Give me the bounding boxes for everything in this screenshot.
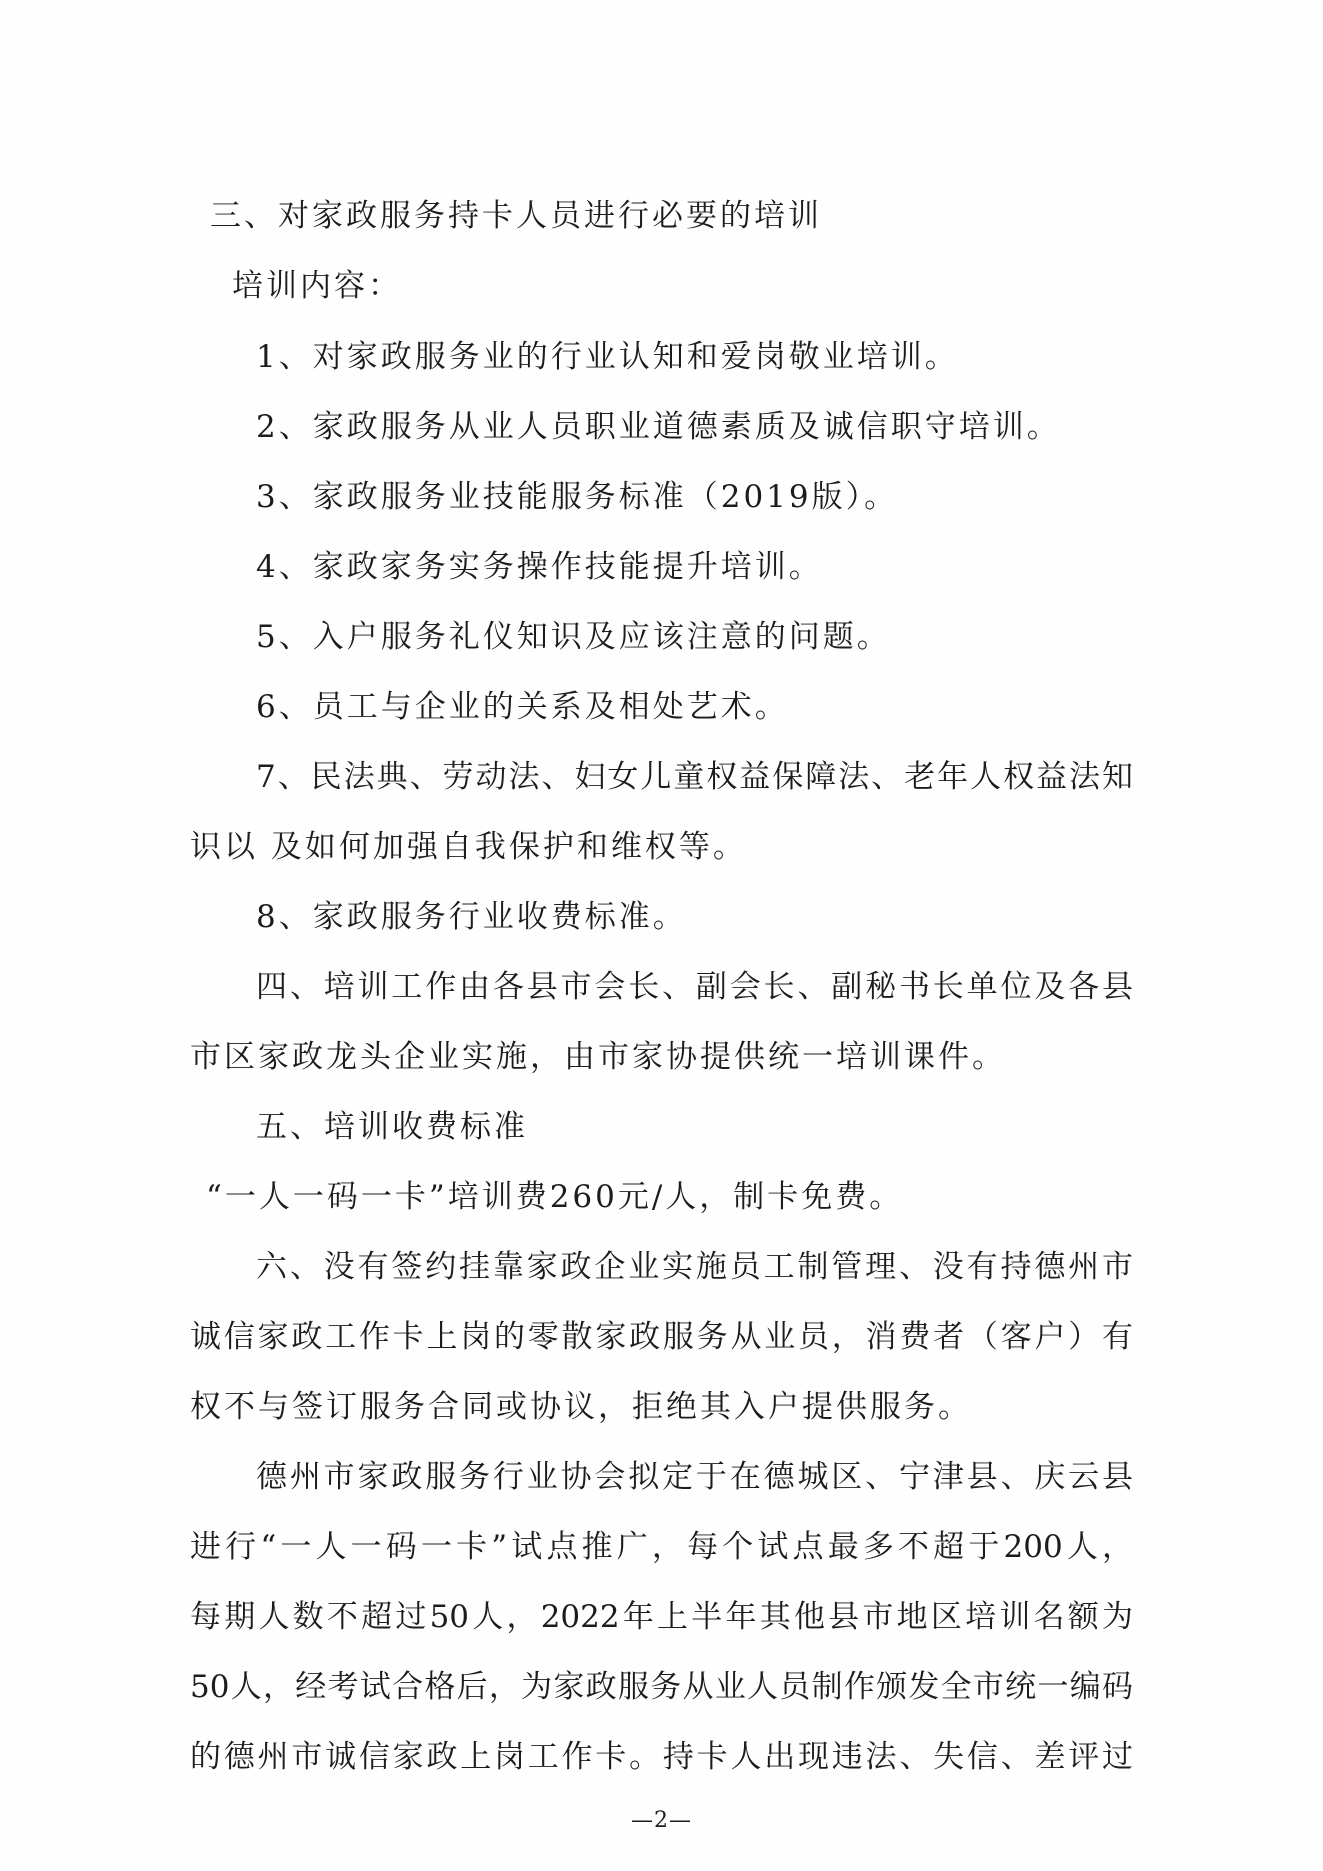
pilot-para-line-5: 的德州市诚信家政上岗工作卡。持卡人出现违法、失信、差评过 <box>190 1739 1133 1775</box>
training-content-label: 培训内容： <box>232 268 402 304</box>
pilot-para-line-3: 每期人数不超过50人，2022年上半年其他县市地区培训名额为 <box>190 1599 1133 1635</box>
training-item-5: 5、入户服务礼仪知识及应该注意的问题。 <box>256 619 891 655</box>
training-item-1: 1、对家政服务业的行业认知和爱岗敬业培训。 <box>256 339 959 375</box>
training-item-2: 2、家政服务从业人员职业道德素质及诚信职守培训。 <box>256 409 1061 445</box>
pilot-para-line-2: 进行“一人一码一卡”试点推广，每个试点最多不超于200人， <box>190 1529 1133 1565</box>
training-item-6: 6、员工与企业的关系及相处艺术。 <box>256 689 789 725</box>
section-4-line-1: 四、培训工作由各县市会长、副会长、副秘书长单位及各县 <box>256 969 1133 1005</box>
section-6-line-1: 六、没有签约挂靠家政企业实施员工制管理、没有持德州市 <box>256 1249 1133 1285</box>
section-5-heading: 五、培训收费标准 <box>256 1109 528 1145</box>
training-item-4: 4、家政家务实务操作技能提升培训。 <box>256 549 823 585</box>
training-item-7-line-2: 识以 及如何加强自我保护和维权等。 <box>190 829 747 865</box>
training-item-3: 3、家政服务业技能服务标准（2019版）。 <box>256 479 899 515</box>
section-3-heading: 三、对家政服务持卡人员进行必要的培训 <box>210 198 822 234</box>
section-5-fee: “一人一码一卡”培训费260元/人，制卡免费。 <box>206 1179 904 1215</box>
training-item-7-line-1: 7、民法典、劳动法、妇女儿童权益保障法、老年人权益法知 <box>256 759 1133 795</box>
page-number: —2— <box>631 1808 692 1833</box>
pilot-para-line-4: 50人，经考试合格后，为家政服务从业人员制作颁发全市统一编码 <box>190 1669 1133 1705</box>
pilot-para-line-1: 德州市家政服务行业协会拟定于在德城区、宁津县、庆云县 <box>256 1459 1133 1495</box>
section-6-line-2: 诚信家政工作卡上岗的零散家政服务从业员，消费者（客户）有 <box>190 1319 1133 1355</box>
training-item-8: 8、家政服务行业收费标准。 <box>256 899 687 935</box>
section-4-line-2: 市区家政龙头企业实施，由市家协提供统一培训课件。 <box>190 1039 1006 1075</box>
section-6-line-3: 权不与签订服务合同或协议，拒绝其入户提供服务。 <box>190 1389 972 1425</box>
